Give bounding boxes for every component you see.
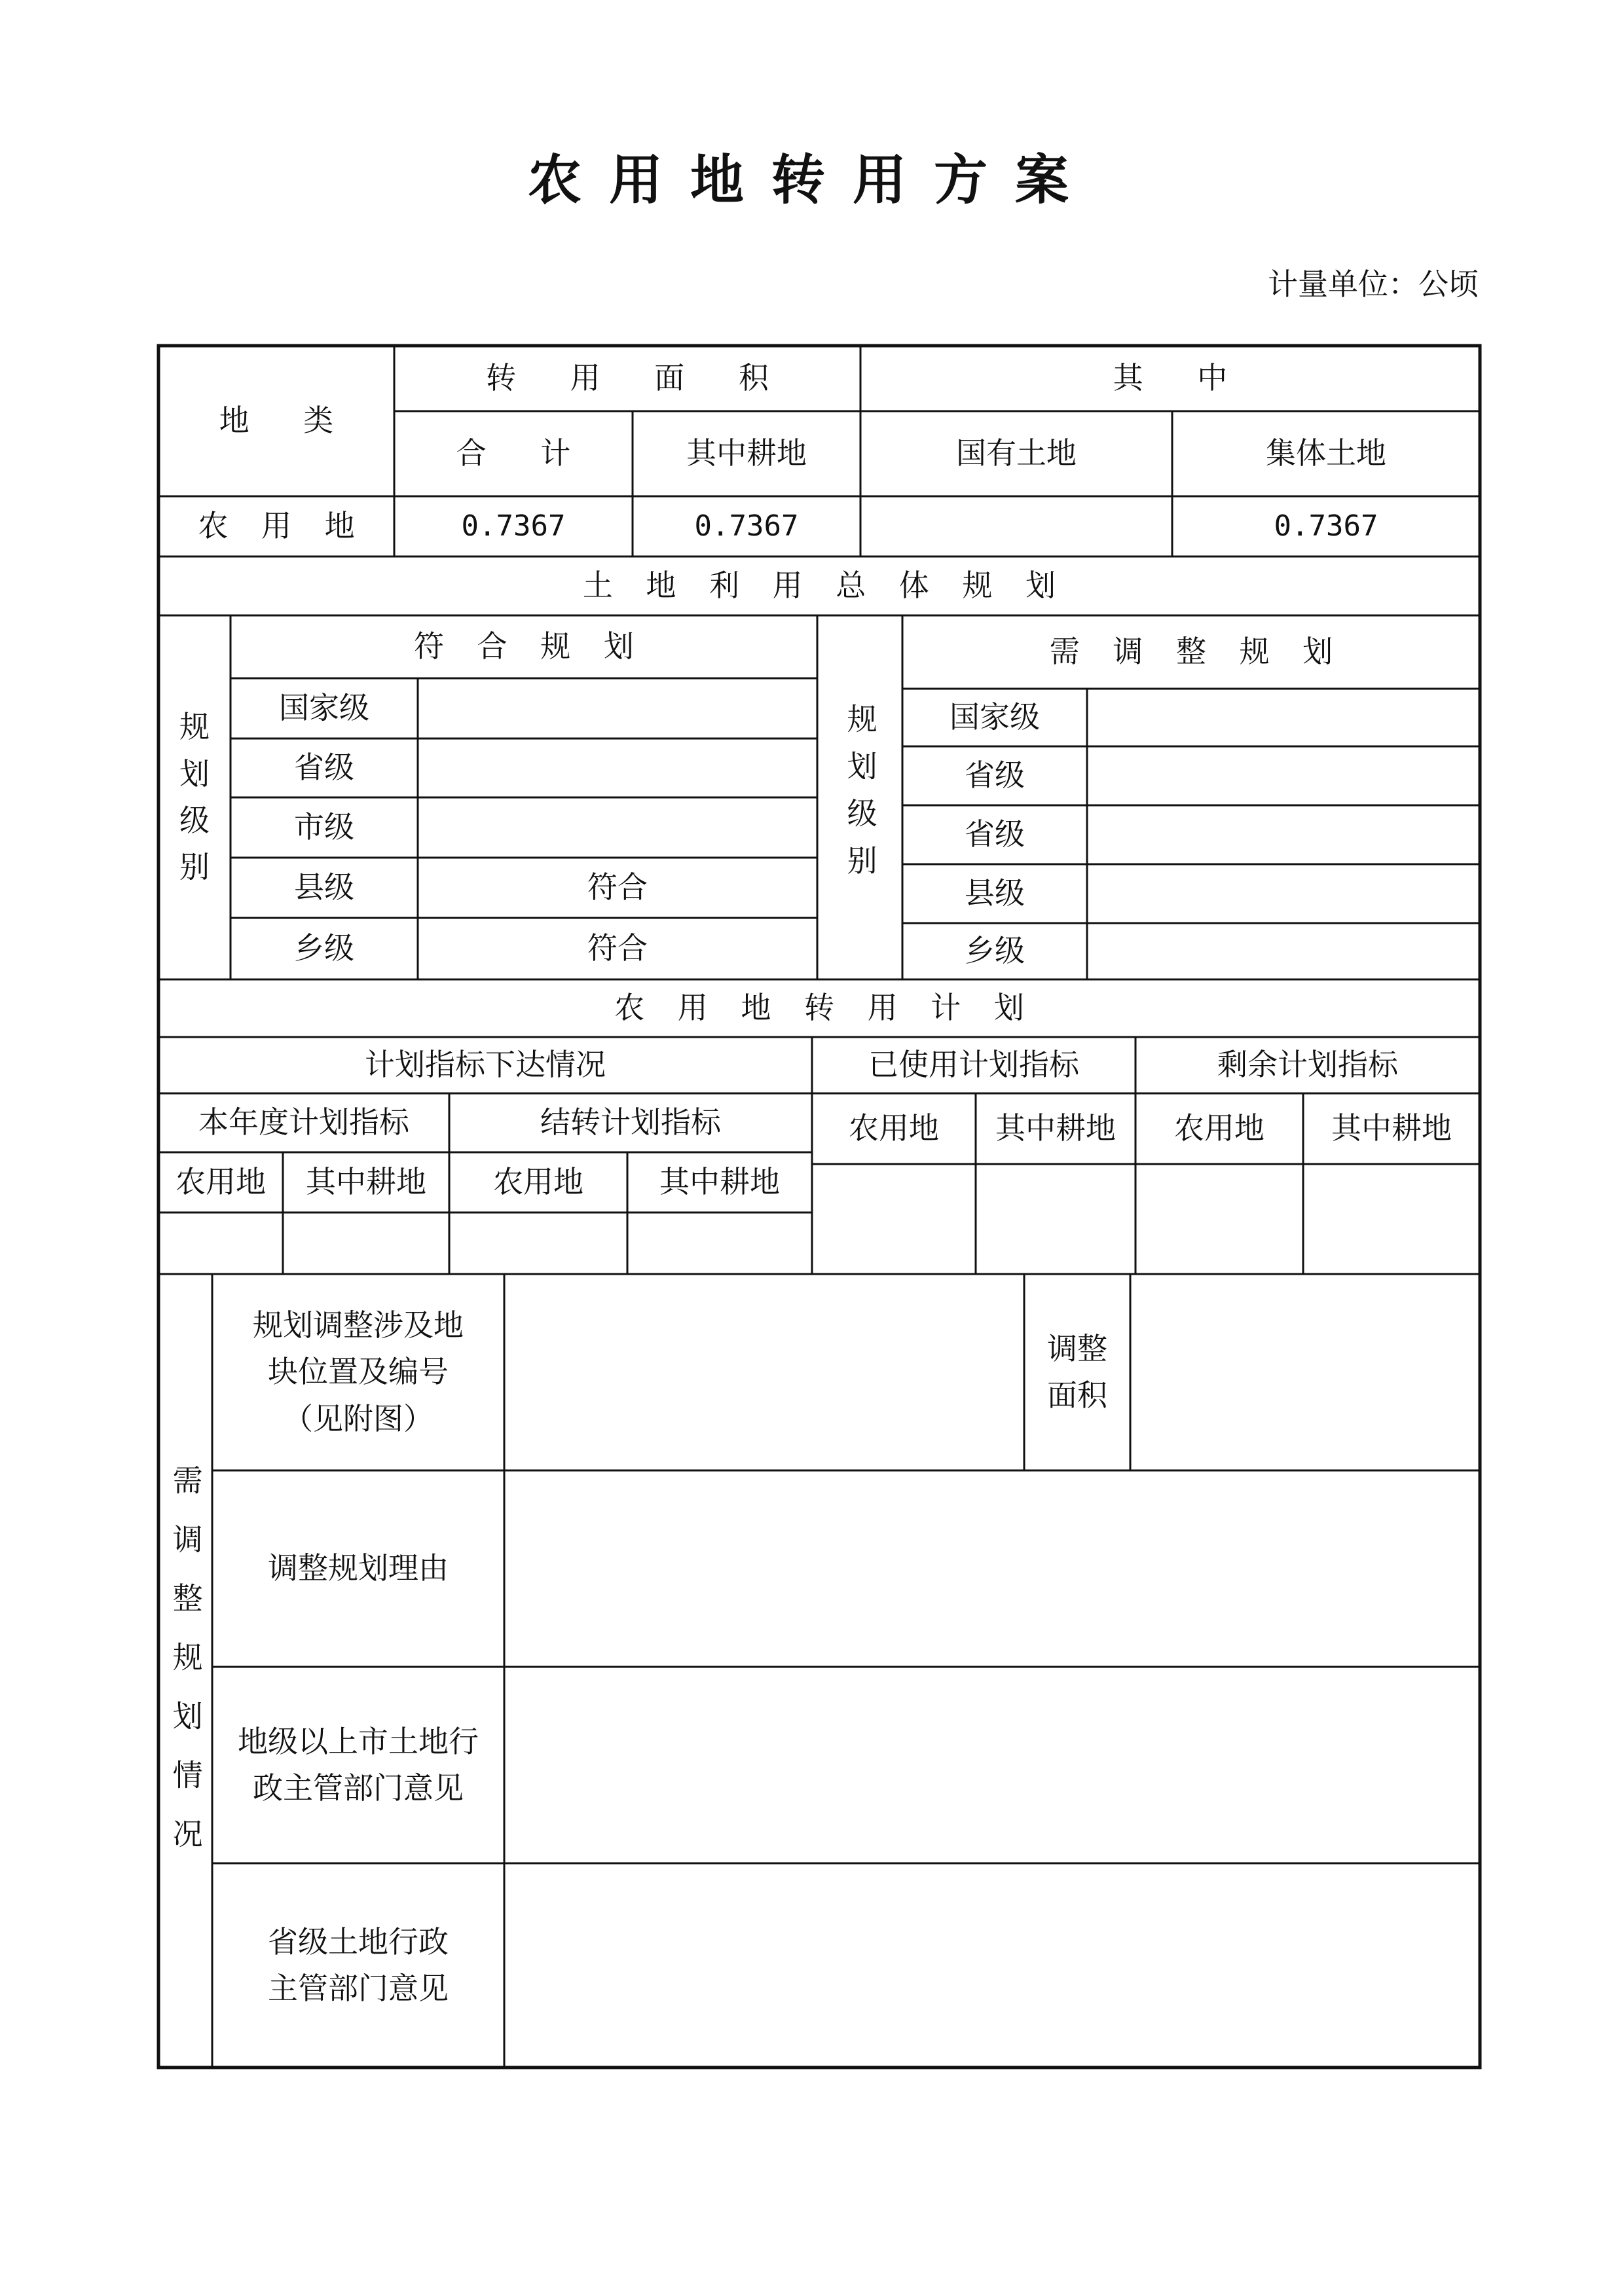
this-year-plan-header: 本年度计划指标 — [198, 1104, 409, 1140]
left-level-national: 国家级 — [279, 690, 369, 726]
left-value-township: 符合 — [587, 930, 648, 966]
farmland-row-label: 农 用 地 — [198, 508, 367, 544]
right-level-township: 乡级 — [965, 933, 1025, 969]
adjust-planning-header: 需 调 整 规 划 — [1049, 634, 1345, 670]
right-value-county — [1087, 864, 1480, 923]
state-land-header: 国有土地 — [956, 435, 1077, 471]
city-opinion-label: 地级以上市土地行政主管部门意见 — [238, 1723, 479, 1806]
adjust-side-label: 需调整规划情况 — [168, 1465, 204, 1877]
land-type-header: 地 类 — [219, 403, 356, 439]
carried-cultivated: 其中耕地 — [659, 1164, 780, 1200]
measurement-unit: 计量单位：公顷 — [1268, 266, 1479, 302]
right-value-province-2 — [1087, 805, 1480, 864]
plan-used-header: 已使用计划指标 — [868, 1047, 1079, 1083]
remaining-cultivated: 其中耕地 — [1331, 1110, 1452, 1146]
adjust-reason-label: 调整规划理由 — [268, 1550, 449, 1586]
adjust-area-label: 调整面积 — [1047, 1330, 1107, 1413]
left-value-county: 符合 — [587, 869, 648, 905]
this-year-cultivated: 其中耕地 — [306, 1164, 426, 1200]
document-title: 农用地转用方案 — [527, 149, 1096, 211]
right-value-province — [1087, 746, 1480, 805]
planning-level-label-mid: 规划级别 — [842, 703, 878, 892]
right-level-province-2: 省级 — [965, 816, 1025, 852]
left-value-province — [418, 738, 817, 797]
state-land-value — [860, 496, 1172, 556]
used-farmland: 农用地 — [849, 1110, 939, 1146]
plan-section-title: 农 用 地 转 用 计 划 — [614, 990, 1036, 1026]
province-opinion-label: 省级土地行政主管部门意见 — [268, 1923, 449, 2006]
cultivated-header: 其中耕地 — [686, 435, 807, 471]
collective-land-header: 集体土地 — [1266, 435, 1386, 471]
plan-issued-header: 计划指标下达情况 — [365, 1047, 606, 1083]
left-value-city — [418, 797, 817, 858]
right-level-national: 国家级 — [950, 699, 1040, 735]
carried-plan-header: 结转计划指标 — [540, 1104, 721, 1140]
plan-remaining-header: 剩余计划指标 — [1217, 1047, 1398, 1083]
left-value-national — [418, 678, 817, 738]
of-which-header: 其 中 — [1113, 360, 1250, 396]
this-year-farmland: 农用地 — [175, 1164, 266, 1200]
right-level-province: 省级 — [965, 757, 1025, 793]
left-level-city: 市级 — [294, 809, 354, 845]
right-value-national — [1087, 689, 1480, 746]
left-level-province: 省级 — [294, 750, 354, 786]
plot-location-label: 规划调整涉及地块位置及编号（见附图） — [253, 1307, 464, 1436]
conversion-area-header: 转 用 面 积 — [486, 360, 791, 396]
used-cultivated: 其中耕地 — [995, 1110, 1116, 1146]
total-value: 0.7367 — [461, 509, 566, 543]
total-header: 合 计 — [456, 435, 593, 471]
cultivated-value: 0.7367 — [694, 509, 799, 543]
left-level-township: 乡级 — [294, 930, 354, 966]
conform-planning-header: 符 合 规 划 — [414, 629, 646, 665]
collective-land-value: 0.7367 — [1274, 509, 1378, 543]
left-level-county: 县级 — [294, 869, 354, 905]
right-value-township — [1087, 923, 1480, 979]
planning-level-label-left: 规划级别 — [179, 709, 210, 885]
right-level-county: 县级 — [965, 875, 1025, 911]
remaining-farmland: 农用地 — [1174, 1110, 1264, 1146]
planning-section-title: 土 地 利 用 总 体 规 划 — [582, 568, 1068, 604]
carried-farmland: 农用地 — [493, 1164, 583, 1200]
